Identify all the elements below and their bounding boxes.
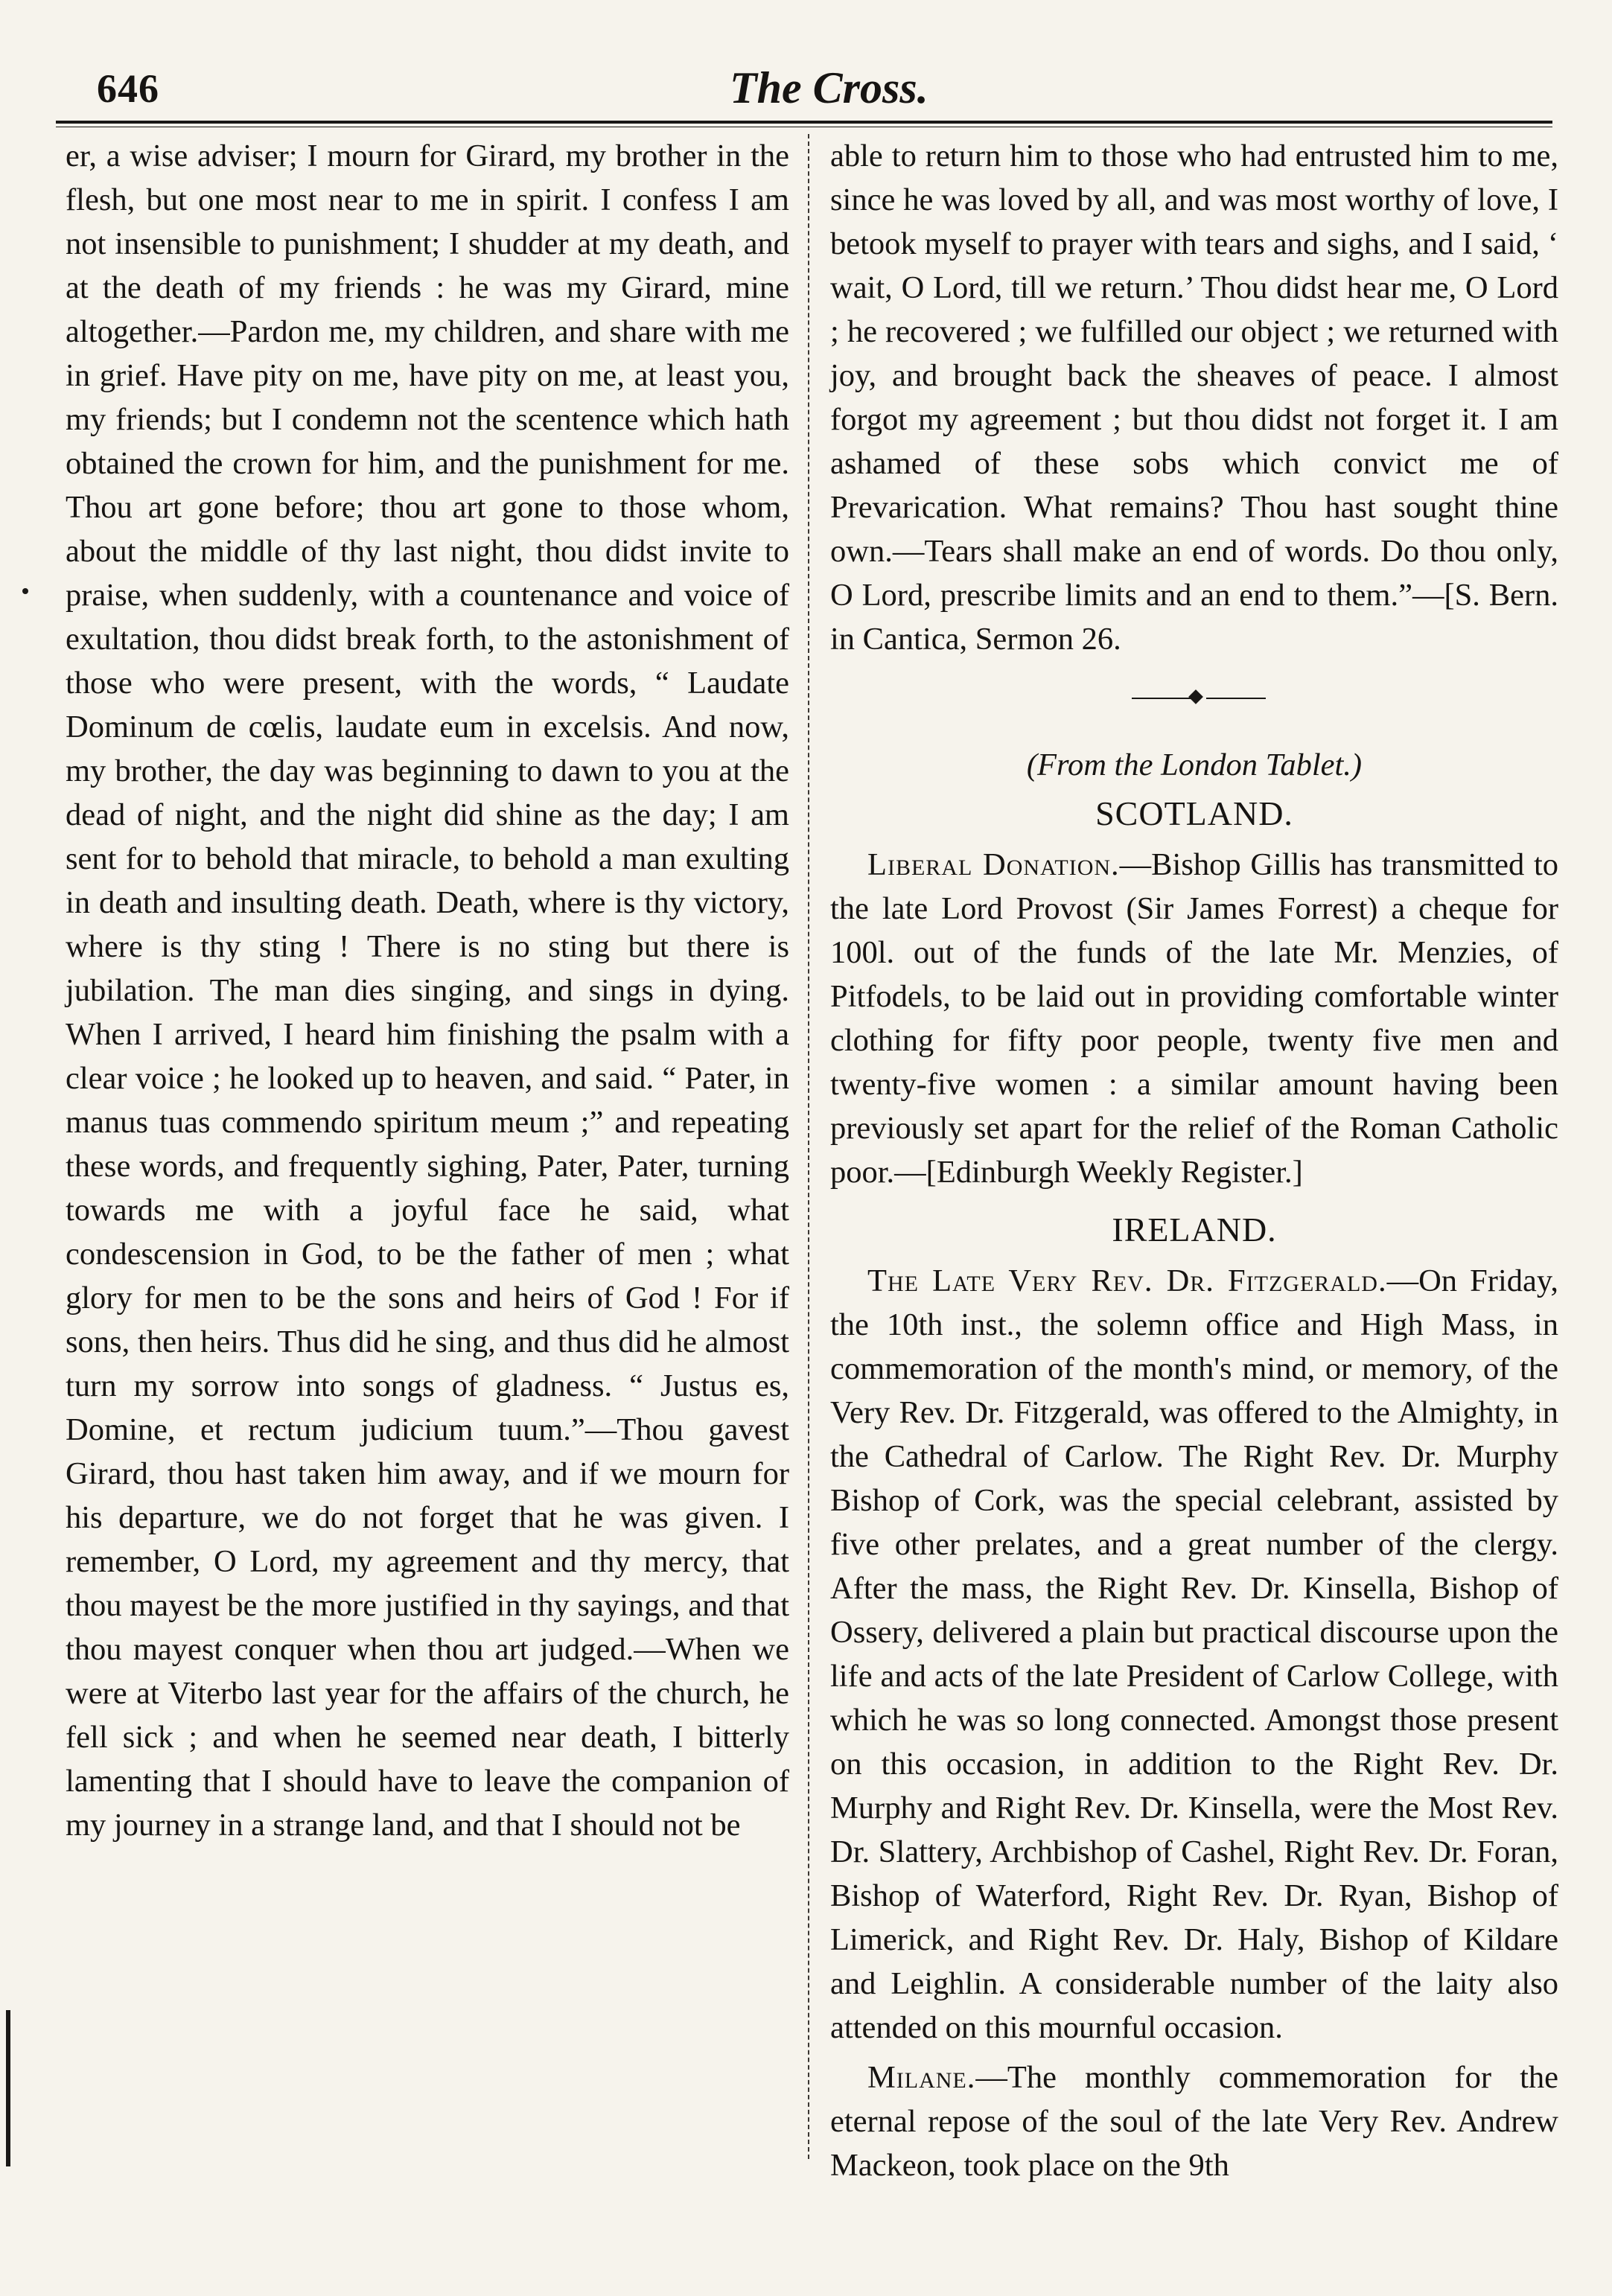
right-column	[830, 134, 1558, 2187]
diamond-icon	[1188, 689, 1203, 704]
left-column-paragraph: er, a wise adviser; I mourn for Girard, my brother in the flesh, but one most near to me in spirit. I confess I am not insensible to punishment; I shudder at my death, and at the death of my friends : he was my Girard, mine altogether.—Pardon me, my children, and share with me in grief. Have pity on me, have pity on me, at least you, my friends; but I condemn not the scentence which hath obtained the crown for him, and the punishment for me. Thou art gone before; thou art gone to those whom, about the middle of thy last night, thou didst invite to praise, when suddenly, with a countenance and voice of exultation, thou didst break forth, to the astonishment of those who were present, with the words, “ Laudate Dominum de cœlis, laudate eum in excelsis. And now, my brother, the day was beginning to dawn to you at the dead of night, and the night did shine as the day; I am sent for to behold that miracle, to behold a man exulting in death and insulting death. Death, where is thy victory, where is thy sting ! There is no sting but there is jubilation. The man dies singing, and sings in dying. When I arrived, I heard him finishing the psalm with a clear voice ; he looked up to heaven, and said. “ Pater, in manus tuas commendo spiritum meum ;” and repeating these words, and frequently sighing, Pater, Pater, turning towards me with a joyful face he said, what condescension in God, to be the father of men ; what glory for men to be the sons and heirs of God ! For if sons, then heirs. Thus did he sing, and thus did he almost turn my sorrow into songs of gladness. “ Justus es, Domine, et rectum judicium tuum.”—Thou gavest Girard, thou hast taken him away, and if we mourn for his departure, we do not forget that he was given. I remember, O Lord, my agreement and thy mercy, that thou mayest be the more justified in thy sayings, and that thou mayest conquer when thou art judged.—When we were at Viterbo last year for the affairs of the church, he fell sick ; and when he seemed near death, I bitterly lamenting that I should have to leave the companion of my journey in a strange land, and that I should not be	[66, 138, 789, 1843]
margin-mark	[22, 588, 28, 594]
left-column	[66, 134, 789, 1847]
news-item-text: —Bishop Gillis has transmitted to the late Lord Provost (Sir James Forrest) a cheque for 100l. out of the funds of the late Mr. Menzies, of Pitfodels, to be laid out in providing comfortable winter clothing for fifty poor people, twenty five men and twenty-five women : a similar amount having been previously set apart for the relief of the Roman Catholic poor.—[Edinburgh Weekly Register.]	[830, 847, 1558, 1190]
section-ornament	[830, 676, 1558, 721]
news-item-lead-in: Liberal Donation.	[867, 847, 1120, 882]
continuation-paragraph: able to return him to those who had entrusted him to me, since he was loved by all, and was most worthy of love, I betook myself to prayer with tears and sighs, and I said, ‘ wait, O Lord, till we return.’ Thou didst hear me, O Lord ; he recovered ; we fulfilled our object ; we returned with joy, and brought back the sheaves of peace. I almost forgot my agreement ; but thou didst not forget it. I am ashamed of these sobs which convict me of Prevarication. What remains? Thou hast sought thine own.—Tears shall make an end of words. Do thou only, O Lord, prescribe limits and an end to them.”—[S. Bern. in Cantica, Sermon 26.	[830, 138, 1558, 657]
margin-bar	[6, 2010, 10, 2166]
header-rule	[56, 121, 1552, 124]
news-item-text: —The monthly commemoration for the eternal repose of the soul of the late Very Rev. Andrew Mackeon, took place on the 9th	[830, 2060, 1558, 2183]
news-item	[830, 843, 1558, 1194]
ornament-line-left	[1132, 698, 1191, 699]
page-header	[74, 52, 1556, 112]
news-item	[830, 2056, 1558, 2187]
news-item-lead-in: Milane.	[867, 2060, 976, 2095]
section-heading-ireland: IRELAND.	[1112, 1211, 1277, 1249]
section-heading-scotland: SCOTLAND.	[1095, 794, 1293, 832]
news-item-lead-in: The Late Very Rev. Dr. Fitzgerald.	[867, 1263, 1387, 1298]
news-item	[830, 1259, 1558, 2050]
source-note: (From the London Tablet.)	[1026, 747, 1363, 782]
ornament-line-right	[1206, 698, 1266, 699]
page-number: 646	[97, 66, 159, 111]
news-item-text: —On Friday, the 10th inst., the solemn office and High Mass, in commemoration of the month's mind, or memory, of the Very Rev. Dr. Fitzgerald, was offered to the Almighty, in the Cathedral of Carlow. The Right Rev. Dr. Murphy Bishop of Cork, was the special celebrant, assisted by five other prelates, and a great number of the clergy. After the mass, the Right Rev. Dr. Kinsella, Bishop of Ossery, delivered a plain but practical discourse upon the life and acts of the late President of Carlow College, with which he was so long connected. Amongst those present on this occasion, in addition to the Right Rev. Dr. Murphy and Right Rev. Dr. Kinsella, were the Most Rev. Dr. Slattery, Archbishop of Cashel, Right Rev. Dr. Foran, Bishop of Waterford, Right Rev. Dr. Ryan, Bishop of Limerick, and Right Rev. Dr. Haly, Bishop of Kildare and Leighlin. A considerable number of the laity also attended on this mournful occasion.	[830, 1263, 1558, 2045]
running-head: The Cross.	[730, 63, 928, 112]
column-divider	[808, 134, 809, 2159]
